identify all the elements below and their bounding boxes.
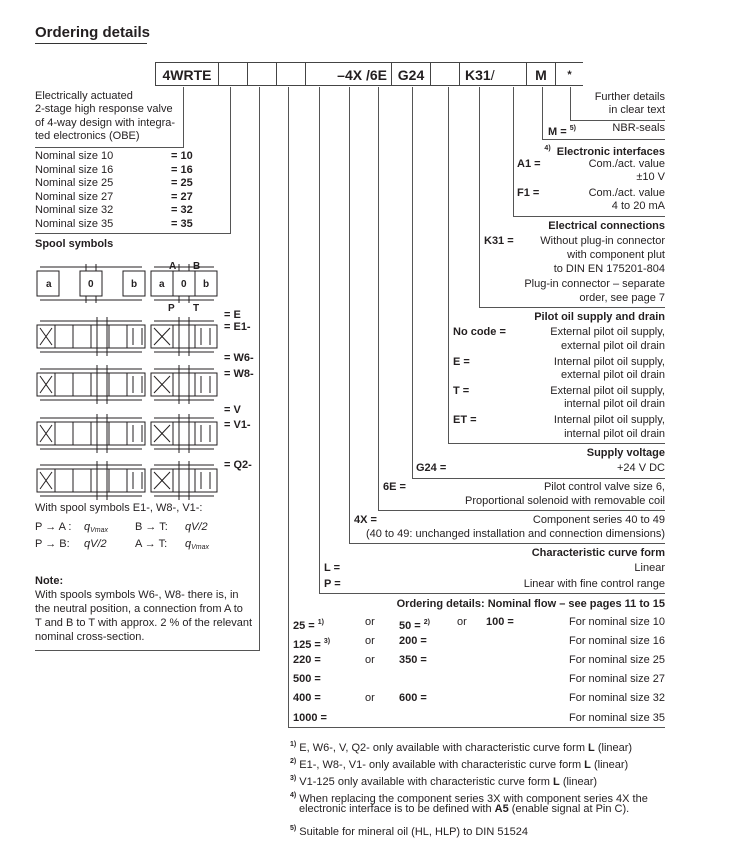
note-line: the neutral position, a connection from A to (35, 603, 243, 615)
curve-line (319, 87, 320, 593)
spool-code: = V1- (224, 419, 251, 431)
spool-symbol-stroke (73, 325, 91, 348)
title-divider (35, 43, 147, 44)
code-spool-cell (247, 62, 276, 86)
size-code: = 32 (171, 204, 193, 216)
symbol-label-a: a (159, 279, 165, 290)
flow-code (293, 635, 330, 652)
spool-code: = E (224, 309, 241, 321)
code-voltage: G24 (391, 62, 430, 86)
pilot-oil-text: External pilot oil supply, (550, 385, 665, 397)
electrical-text: to DIN EN 175201-804 (553, 263, 665, 275)
pilot-valve-code: 6E = (383, 481, 406, 493)
footnote-text: V1-125 only available with characteristic curve form (299, 776, 554, 788)
code-further: * (555, 62, 583, 86)
flow-path: P → B: (35, 538, 70, 550)
spool-symbol-stroke (109, 422, 127, 445)
further-line (570, 87, 571, 120)
flow-code (486, 616, 514, 629)
flow-code-text: 100 = (486, 616, 514, 628)
footnote (290, 755, 628, 772)
footnote-bold: L (584, 759, 591, 771)
pilot-valve-text: Pilot control valve size 6, (543, 481, 665, 493)
pilot-oil-code: ET = (453, 414, 477, 426)
series-code: 4X = (354, 514, 377, 526)
flow-value (185, 538, 209, 554)
flow-code-text: 1000 = (293, 712, 327, 724)
note-line: T and B to T with approx. 2 % of the relevant (35, 617, 253, 629)
interface-code: A1 = (517, 158, 541, 170)
flow-value (84, 538, 107, 551)
pilot-oil-line (448, 87, 449, 443)
footnote-number: 1) (290, 741, 297, 748)
spool-symbols-diagram (0, 250, 220, 500)
port-label-B: B (193, 261, 201, 272)
pilot-oil-text: external pilot oil drain (561, 340, 665, 352)
further-details-text: in clear text (608, 104, 665, 116)
seals-line (542, 139, 665, 140)
size-code: = 35 (171, 218, 193, 230)
curve-heading: Characteristic curve form (531, 547, 665, 559)
supply-heading: Supply voltage (586, 447, 665, 459)
spool-symbol-stroke (55, 469, 73, 492)
flow-code-text: 25 = (293, 620, 315, 632)
flow-size-text: For nominal size 10 (569, 616, 665, 628)
electrical-text: Plug-in connector – separate (524, 278, 665, 290)
spool-heading: Spool symbols (35, 238, 114, 250)
spool-symbol-stroke (109, 325, 127, 348)
spool-symbol-stroke (91, 422, 109, 445)
or-text: or (457, 616, 467, 628)
spool-symbol-stroke (73, 422, 91, 445)
desc-box-line (183, 87, 184, 147)
flow-code (293, 712, 327, 725)
flow-sub: Vmax (191, 544, 210, 551)
curve-line (319, 593, 665, 594)
port-label-P: P (168, 303, 175, 314)
spool-symbol-stroke (173, 373, 195, 396)
or-text: or (365, 635, 375, 647)
spool-symbol-stroke (195, 469, 217, 492)
flow-code (399, 692, 427, 705)
pilot-oil-text: internal pilot oil drain (564, 398, 665, 410)
footnote-text: (enable signal at Pin C). (508, 803, 630, 815)
interface-text: Com./act. value (588, 187, 665, 199)
size-code: = 25 (171, 177, 193, 189)
code-pilot: /6E (365, 67, 387, 83)
spool-symbol-stroke (195, 373, 217, 396)
flow-code-text: 125 = (293, 639, 321, 651)
spool-line (259, 87, 260, 651)
size-code: = 10 (171, 150, 193, 162)
spool-symbol-stroke (109, 373, 127, 396)
footnote-ref: 1) (317, 619, 325, 626)
supply-text: +24 V DC (617, 462, 665, 474)
flow-size (569, 673, 665, 686)
description-line: 2-stage high response valve (35, 103, 173, 115)
footnote (290, 772, 597, 789)
footnote-text: (linear) (590, 759, 629, 771)
flow-code-text: 220 = (293, 654, 321, 666)
code-connector-text: K31 (465, 67, 491, 83)
spool-symbol-stroke (173, 469, 195, 492)
code-slash: / (490, 67, 495, 83)
further-line (570, 120, 665, 121)
series-line (349, 543, 665, 544)
interface-line (513, 87, 514, 216)
description-line: of 4-way design with integra- (35, 117, 176, 129)
flow-sub: V/2 (191, 521, 208, 533)
footnote-text: (linear) (559, 776, 598, 788)
flow-value (185, 521, 208, 534)
flow-sub: V/2 (90, 538, 107, 550)
pilot-oil-text: External pilot oil supply, (550, 326, 665, 338)
flow-size-text: For nominal size 25 (569, 654, 665, 666)
flow-code (399, 654, 427, 667)
footnote-ref: 3) (323, 638, 331, 645)
flow-size (569, 635, 665, 648)
code-connector (459, 62, 526, 86)
flow-code (293, 616, 324, 633)
flow-size (569, 616, 665, 629)
pilot-oil-text: Internal pilot oil supply, (553, 414, 665, 426)
pilot-oil-line (448, 443, 665, 444)
curve-text: Linear (634, 562, 665, 574)
pilot-oil-code: T = (453, 385, 470, 397)
description-line: Electrically actuated (35, 90, 133, 102)
flow-q: q (185, 538, 192, 550)
footnote (290, 822, 528, 839)
curve-text: Linear with fine control range (523, 578, 665, 590)
flow-code (293, 692, 321, 705)
symbol-label-b: b (131, 279, 138, 290)
pilot-oil-text: internal pilot oil drain (564, 428, 665, 440)
voltage-line (412, 87, 413, 478)
footnote-bold: L (588, 742, 595, 754)
pilot-oil-heading: Pilot oil supply and drain (534, 311, 665, 323)
seals-code (548, 122, 576, 139)
port-label-A: A (169, 261, 177, 272)
flow-code (399, 616, 430, 633)
electrical-text: with component plut (567, 249, 665, 261)
flow-q: q (84, 521, 91, 533)
or-label (457, 616, 467, 629)
supply-code: G24 = (416, 462, 447, 474)
pilot-valve-line (378, 87, 379, 510)
or-label (365, 654, 375, 667)
pilot-oil-code: E = (453, 356, 470, 368)
interface-text: Com./act. value (588, 158, 665, 170)
spool-code: = Q2- (224, 459, 252, 471)
voltage-line (412, 478, 665, 479)
spool-symbol-stroke (173, 422, 195, 445)
spool-symbol-stroke (195, 325, 217, 348)
symbol-label-a: a (46, 279, 52, 290)
spool-code: = W8- (224, 368, 254, 380)
flow-q: q (84, 538, 91, 550)
size-code: = 16 (171, 164, 193, 176)
series-text: (40 to 49: unchanged installation and connection dimensions) (365, 528, 665, 540)
flow-line (288, 87, 289, 727)
or-label (365, 635, 375, 648)
footnote (290, 738, 632, 755)
size-label: Nominal size 32 (35, 204, 114, 216)
pilot-oil-text: Internal pilot oil supply, (553, 356, 665, 368)
interface-text: ±10 V (636, 171, 665, 183)
electrical-text: Without plug-in connector (540, 235, 665, 247)
interface-text: 4 to 20 mA (611, 200, 665, 212)
spool-symbol-stroke (55, 325, 73, 348)
symbol-label-0: 0 (181, 279, 187, 290)
flow-size-text: For nominal size 16 (569, 635, 665, 647)
interfaces-heading-text: Electronic interfaces (556, 146, 665, 158)
footnote-number: 4) (290, 792, 297, 799)
flow-size (569, 654, 665, 667)
size-label: Nominal size 16 (35, 164, 114, 176)
further-details-text: Further details (594, 91, 665, 103)
pilot-oil-code: No code = (453, 326, 506, 338)
footnote-ref: 4) (544, 145, 551, 152)
code-flow-cell (276, 62, 305, 86)
flow-code (293, 673, 321, 686)
code-series-text: –4X (337, 67, 363, 83)
series-line (349, 87, 350, 543)
spool-line (35, 650, 260, 651)
flow-path: P → A : (35, 521, 72, 533)
footnote (299, 803, 629, 816)
flow-heading: Ordering details: Nominal flow – see pages 11 to 15 (396, 598, 665, 610)
spool-symbol-stroke (73, 373, 91, 396)
spool-code: = E1- (224, 321, 251, 333)
flow-line (288, 727, 665, 728)
footnote-text: electronic interface is to be defined with (299, 803, 495, 815)
note-heading: Note: (35, 575, 64, 587)
flow-code-text: 500 = (293, 673, 321, 685)
footnote-number: 5) (290, 825, 297, 832)
description-line: ted electronics (OBE) (35, 130, 140, 142)
or-text: or (365, 616, 375, 628)
footnote-text: Suitable for mineral oil (HL, HLP) to DIN 51524 (299, 826, 528, 838)
footnote-text: E1-, W8-, V1- only available with characteristic curve form (299, 759, 585, 771)
electrical-text: order, see page 7 (579, 292, 665, 304)
or-label (365, 692, 375, 705)
spool-symbol-stroke (55, 373, 73, 396)
flow-size (569, 692, 665, 705)
flow-code-text: 350 = (399, 654, 427, 666)
electrical-line (479, 307, 665, 308)
footnote-text: When replacing the component series 3X with component series 4X the (299, 793, 648, 805)
size-label: Nominal size 10 (35, 150, 114, 162)
electrical-line (479, 87, 480, 307)
interface-line (513, 216, 665, 217)
electrical-code: K31 = (484, 235, 514, 247)
code-pilot-oil-cell (430, 62, 459, 86)
code-series (305, 62, 391, 86)
size-label: Nominal size 35 (35, 218, 114, 230)
footnote-text: E, W6-, V, Q2- only available with characteristic curve form (299, 742, 589, 754)
footnote-ref: 5) (569, 125, 576, 132)
footnote-bold: L (553, 776, 560, 788)
pilot-valve-text: Proportional solenoid with removable coil (465, 495, 665, 507)
spool-code: = W6- (224, 352, 254, 364)
interfaces-heading (544, 142, 665, 159)
spool-symbol-stroke (91, 373, 109, 396)
spool-symbol-stroke (91, 325, 109, 348)
spool-code: = V (224, 404, 241, 416)
size-label: Nominal size 27 (35, 191, 114, 203)
note-line: nominal cross-section. (35, 631, 145, 643)
desc-box-line (35, 147, 184, 148)
code-type: 4WRTE (155, 62, 218, 86)
series-text: Component series 40 to 49 (532, 514, 665, 526)
size-line (230, 87, 231, 234)
symbol-label-b: b (203, 279, 210, 290)
port-label-T: T (193, 303, 200, 314)
spool-symbol-stroke (91, 469, 109, 492)
spool-symbol-stroke (195, 422, 217, 445)
interface-code: F1 = (517, 187, 540, 199)
flow-code-text: 200 = (399, 635, 427, 647)
code-seals: M (526, 62, 555, 86)
curve-code: L = (324, 562, 341, 574)
flow-code-text: 400 = (293, 692, 321, 704)
note-line: With spools symbols W6-, W8- there is, in (35, 589, 239, 601)
flow-size-text: For nominal size 32 (569, 692, 665, 704)
pilot-oil-text: external pilot oil drain (561, 369, 665, 381)
spool-flow-intro: With spool symbols E1-, W8-, V1-: (35, 502, 203, 514)
flow-size-text: For nominal size 35 (569, 712, 665, 724)
size-code: = 27 (171, 191, 193, 203)
flow-code-text: 600 = (399, 692, 427, 704)
flow-size (569, 712, 665, 725)
spool-symbol-stroke (73, 469, 91, 492)
seals-code-text: M = (548, 126, 567, 138)
electrical-heading: Electrical connections (548, 220, 665, 232)
size-line (35, 233, 231, 234)
or-text: or (365, 654, 375, 666)
flow-value (84, 521, 108, 537)
flow-code (293, 654, 321, 667)
flow-code-text: 50 = (399, 620, 421, 632)
size-label: Nominal size 25 (35, 177, 114, 189)
footnote-bold: A5 (494, 803, 509, 815)
flow-path: B → T: (135, 521, 168, 533)
or-text: or (365, 692, 375, 704)
footnote-ref: 2) (423, 619, 431, 626)
spool-symbol-stroke (109, 469, 127, 492)
pilot-valve-line (378, 510, 665, 511)
flow-q: q (185, 521, 192, 533)
symbol-label-0: 0 (88, 279, 94, 290)
code-size-cell (218, 62, 247, 86)
or-label (365, 616, 375, 629)
spool-symbol-stroke (55, 422, 73, 445)
flow-code (399, 635, 427, 648)
footnote-number: 3) (290, 775, 297, 782)
footnote-number: 2) (290, 758, 297, 765)
seals-text: NBR-seals (612, 122, 665, 134)
flow-path: A → T: (135, 538, 168, 550)
seals-line (542, 87, 543, 139)
page-title: Ordering details (35, 24, 151, 41)
curve-code: P = (324, 578, 341, 590)
spool-symbol-stroke (173, 325, 195, 348)
flow-sub: Vmax (90, 527, 109, 534)
footnote-text: (linear) (594, 742, 633, 754)
flow-size-text: For nominal size 27 (569, 673, 665, 685)
